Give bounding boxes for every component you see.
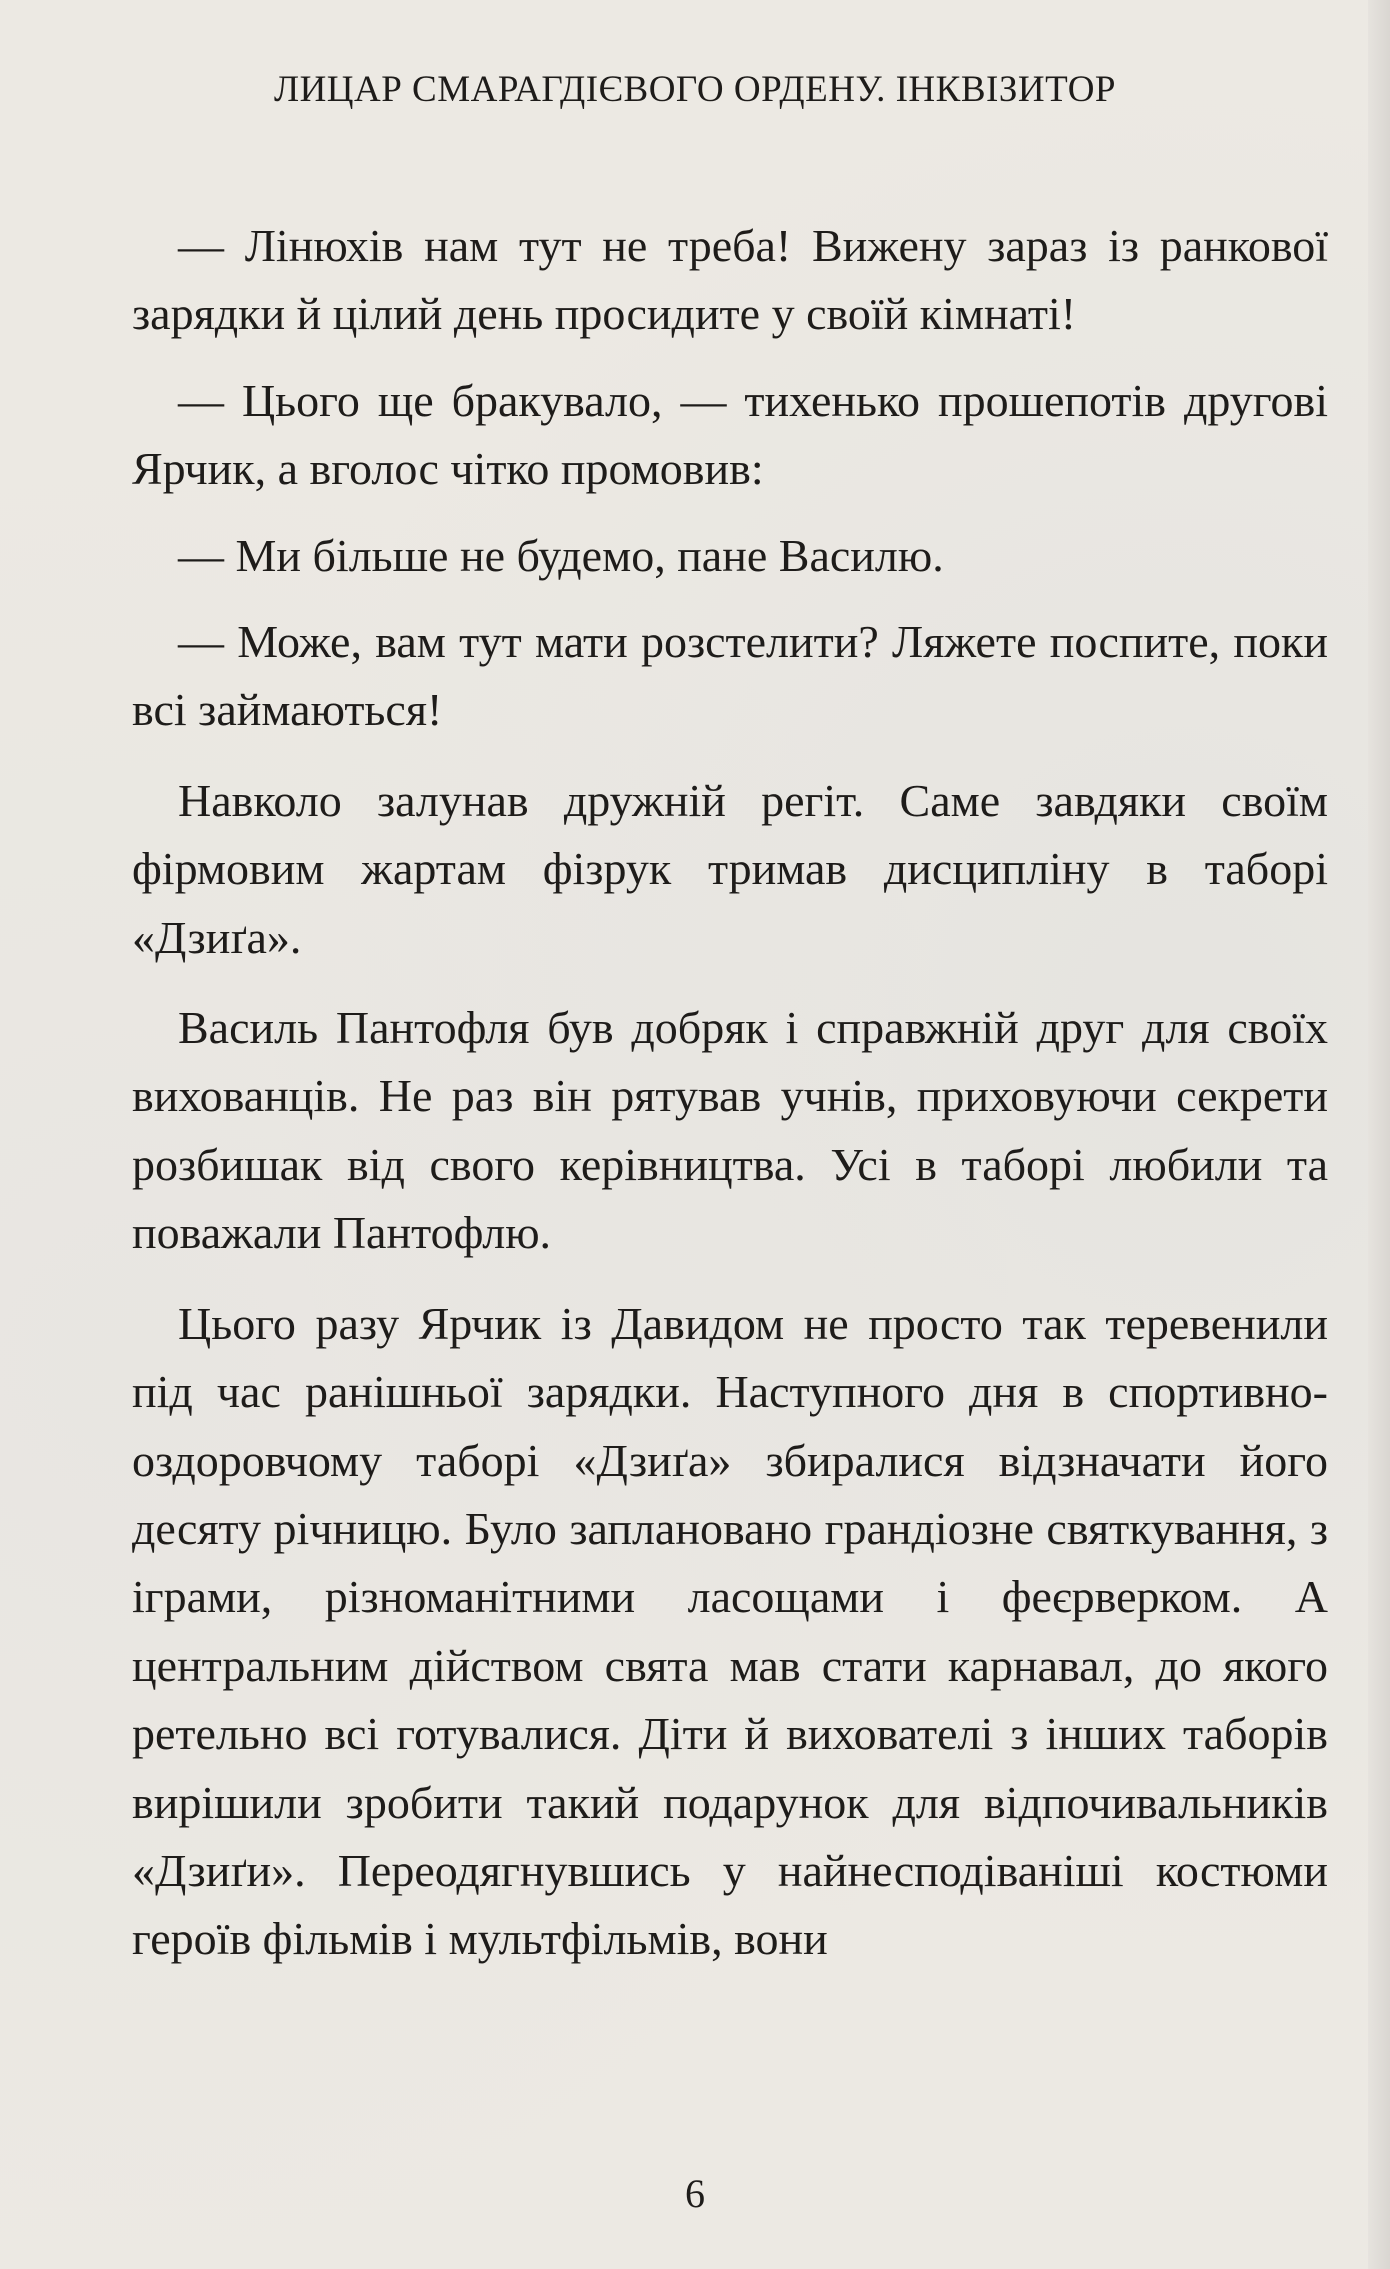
- body-text: [132, 212, 1328, 1974]
- paragraph-2: — Цього ще бракувало, — тихенько прошепотів другові Ярчик, а вголос чітко промовив:: [132, 374, 1328, 495]
- running-head: ЛИЦАР СМАРАГДІЄВОГО ОРДЕНУ. ІНКВІЗИТОР: [273, 69, 1117, 110]
- paragraph-5: Навколо залунав дружній регіт. Саме завдяки своїм фірмовим жартам фізрук тримав дисципліну в таборі «Дзиґа».: [132, 774, 1328, 963]
- paragraph-1: — Лінюхів нам тут не треба! Вижену зараз із ранкової зарядки й цілий день просидите у своїй кімнаті!: [132, 220, 1328, 340]
- page-edge: [1368, 0, 1390, 2269]
- paragraph-3: — Ми більше не будемо, пане Василю.: [178, 529, 944, 581]
- paragraph-4: — Може, вам тут мати розстелити? Ляжете поспите, поки всі займаються!: [132, 616, 1328, 736]
- page-number: 6: [685, 2171, 705, 2216]
- paragraph-7: Цього разу Ярчик із Давидом не просто так теревенили під час ранішньої зарядки. Наступного дня в спортивно-оздоровчому таборі «Дзиґа» збиралися відзначати його десяту річницю. Було заплановано грандіозне святкування, з іграми, різноманітними ласощами і феєрверком. А центральним дійством свята мав стати карнавал, до якого ретельно всі готувалися. Діти й вихователі з інших таборів вирішили зробити такий подарунок для відпочивальників «Дзиґи». Переодягнувшись у найнесподіваніші костюми героїв фільмів і мультфільмів, вони: [132, 1297, 1328, 1965]
- paragraph-6: Василь Пантофля був добряк і справжній друг для своїх вихованців. Не раз він рятував учнів, приховуючи секрети розбишак від свого керівництва. Усі в таборі любили та поважали Пантофлю.: [132, 1002, 1328, 1259]
